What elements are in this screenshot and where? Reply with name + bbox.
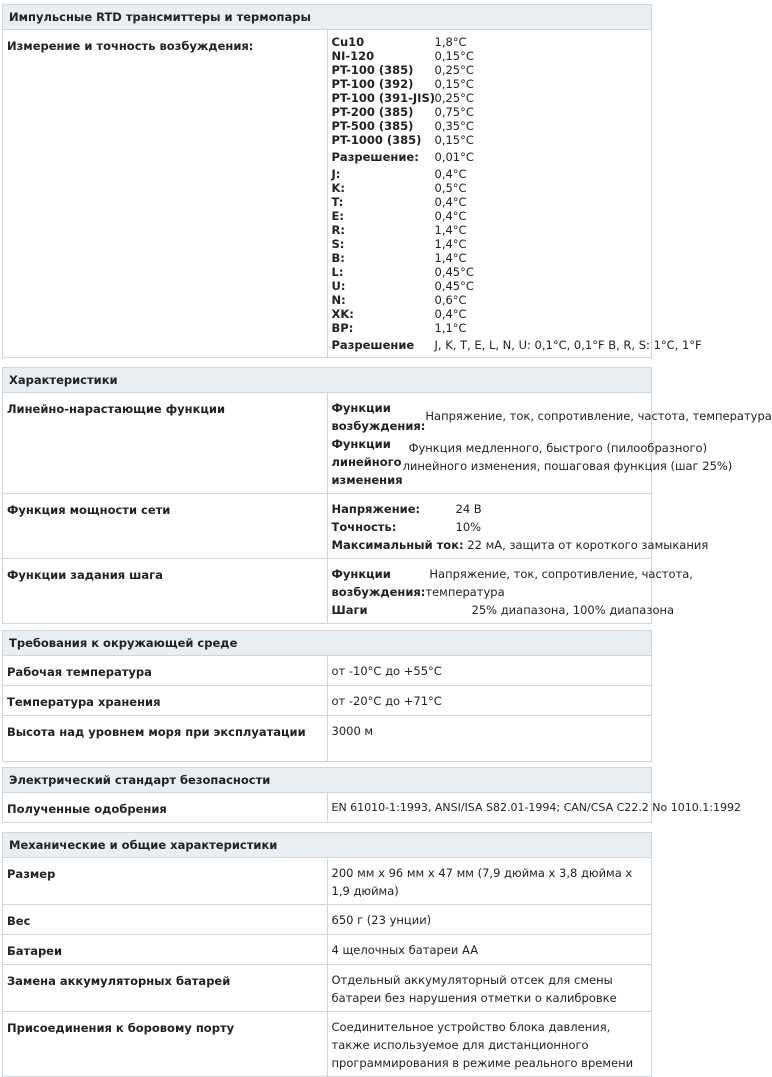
accuracy-value: 0,75°C (434, 105, 474, 119)
rtd-row (332, 105, 648, 119)
accuracy-value: 1,4°C (434, 251, 467, 265)
step-excitation-value-line: Напряжение, ток, сопротивление, частота, (429, 567, 693, 581)
tc-row (332, 293, 648, 307)
rtd-row (332, 119, 648, 133)
ramp-label: Линейно-нарастающие функции (3, 393, 328, 494)
resolution-value: 0,01°C (434, 150, 474, 164)
step-steps-label: Шаги (331, 603, 368, 617)
resolution-row (331, 338, 702, 352)
section-title-mechanical: Механические и общие характеристики (3, 833, 652, 858)
accuracy-value: 1,4°C (434, 237, 467, 251)
thermocouple-type: T: (331, 195, 344, 209)
rtd-table (2, 4, 702, 358)
tc-row (332, 167, 648, 181)
power-voltage-row (332, 500, 648, 518)
sensor-type: PT-500 (385) (331, 119, 414, 133)
ramp-mode-value-line: линейного изменения, пошаговая функция (шаг 25%) (402, 459, 733, 473)
accuracy-value: 0,6°C (434, 293, 467, 307)
characteristics-table (2, 367, 772, 624)
section-title-safety: Электрический стандарт безопасности (3, 768, 652, 793)
rtd-row (332, 91, 648, 105)
accuracy-value: 0,15°C (434, 49, 474, 63)
power-voltage-value: 24 В (455, 502, 482, 516)
resolution-row (332, 150, 648, 164)
step-steps-row (331, 601, 675, 619)
ramp-values (327, 393, 772, 494)
ramp-mode-label: Функции линейного изменения (331, 437, 403, 487)
sensor-type: PT-100 (385) (331, 63, 414, 77)
thermocouple-type: XK: (331, 307, 354, 321)
rtd-row (332, 49, 648, 63)
accuracy-value: 0,4°C (434, 195, 467, 209)
sensor-type: PT-100 (392) (331, 77, 414, 91)
thermocouple-type: L: (331, 265, 344, 279)
section-title-rtd: Импульсные RTD трансмиттеры и термопары (3, 5, 652, 30)
accuracy-value: 0,4°C (434, 307, 467, 321)
step-excitation-row (331, 565, 693, 601)
thermocouple-type: B: (331, 251, 345, 265)
accuracy-value: 1,8°C (434, 35, 467, 49)
row-value: 200 мм x 96 мм x 47 мм (7,9 дюйма x 3,8 дюйма x 1,9 дюйма) (327, 858, 652, 905)
resolution-label: Разрешение (331, 338, 415, 352)
environment-table (2, 630, 652, 762)
table-row (3, 905, 652, 935)
row-value: 3000 м (327, 716, 652, 762)
tc-row (332, 237, 648, 251)
row-value: EN 61010-1:1993, ANSI/ISA S82.01-1994; CAN/CSA C22.2 No 1010.1:1992 (327, 793, 652, 823)
step-excitation-label: Функции возбуждения: (331, 567, 426, 599)
row-label: Присоединения к боровому порту (3, 1012, 328, 1077)
table-row (3, 1012, 652, 1077)
row-value: 650 г (23 унции) (327, 905, 652, 935)
rtd-label: Измерение и точность возбуждения: (3, 30, 328, 358)
step-steps-value: 25% диапазона, 100% диапазона (471, 603, 675, 617)
power-current-row (331, 536, 709, 554)
thermocouple-type: S: (331, 237, 345, 251)
power-values (327, 494, 709, 559)
row-label: Вес (3, 905, 328, 935)
thermocouple-type: K: (331, 181, 346, 195)
table-row (3, 793, 652, 823)
power-accuracy-label: Точность: (331, 520, 397, 534)
mechanical-table (2, 832, 652, 1077)
sensor-type: PT-200 (385) (331, 105, 414, 119)
accuracy-value: 0,15°C (434, 77, 474, 91)
tc-row (332, 195, 648, 209)
accuracy-value: 0,5°C (434, 181, 467, 195)
step-label: Функции задания шага (3, 559, 328, 624)
rtd-row (332, 35, 648, 49)
power-accuracy-value: 10% (455, 520, 482, 534)
row-value: от -10°C до +55°C (327, 656, 652, 686)
power-label: Функция мощности сети (3, 494, 328, 559)
row-label: Высота над уровнем моря при эксплуатации (3, 716, 328, 762)
ramp-excitation-value: Напряжение, ток, сопротивление, частота, температура (425, 409, 772, 423)
ramp-excitation-row (331, 399, 772, 435)
rtd-lines (331, 35, 702, 352)
row-value: Соединительное устройство блока давления, также используемое для дистанционного программирования в режиме реального времени (327, 1012, 652, 1077)
sensor-type: PT-100 (391-JIS) (331, 91, 435, 105)
row-label: Температура хранения (3, 686, 328, 716)
power-accuracy-row (332, 518, 648, 536)
row-label: Замена аккумуляторных батарей (3, 965, 328, 1012)
thermocouple-type: BP: (331, 321, 354, 335)
row-label: Батареи (3, 935, 328, 965)
ramp-mode-value-line: Функция медленного, быстрого (пилообразного) (408, 441, 708, 455)
power-current-value: 22 мА, защита от короткого замыкания (467, 538, 709, 552)
accuracy-value: 1,1°C (434, 321, 467, 335)
sensor-type: NI-120 (331, 49, 375, 63)
thermocouple-type: R: (331, 223, 345, 237)
accuracy-value: 0,4°C (434, 167, 467, 181)
accuracy-value: 0,25°C (434, 91, 474, 105)
step-values (327, 559, 693, 624)
table-row (3, 935, 652, 965)
row-value: Отдельный аккумуляторный отсек для смены батареи без нарушения отметки о калибровке (327, 965, 652, 1012)
accuracy-value: 0,4°C (434, 209, 467, 223)
accuracy-value: 0,45°C (434, 265, 474, 279)
ramp-excitation-label: Функции возбуждения: (331, 401, 426, 433)
safety-table (2, 767, 741, 823)
tc-row (332, 251, 648, 265)
thermocouple-type: J: (331, 167, 341, 181)
accuracy-value: 1,4°C (434, 223, 467, 237)
row-value: 4 щелочных батареи AA (327, 935, 652, 965)
row-label: Полученные одобрения (3, 793, 328, 823)
row-value: от -20°C до +71°C (327, 686, 652, 716)
accuracy-value: 0,35°C (434, 119, 474, 133)
table-row (3, 686, 652, 716)
rtd-row (332, 77, 648, 91)
step-excitation-value-line: температура (425, 585, 505, 599)
table-row (3, 656, 652, 686)
table-row (3, 716, 652, 762)
table-row (3, 965, 652, 1012)
power-current-label: Максимальный ток: (331, 538, 464, 552)
thermocouple-type: E: (331, 209, 344, 223)
ramp-mode-value (403, 435, 733, 489)
thermocouple-type: N: (331, 293, 346, 307)
resolution-label: Разрешение: (331, 150, 419, 164)
sensor-type: Cu10 (331, 35, 365, 49)
rtd-values (327, 30, 702, 358)
table-row (3, 858, 652, 905)
accuracy-value: 0,45°C (434, 279, 474, 293)
tc-row (332, 223, 648, 237)
rtd-row (332, 63, 648, 77)
tc-row (332, 209, 648, 223)
tc-row (332, 307, 648, 321)
row-label: Рабочая температура (3, 656, 328, 686)
tc-row (332, 321, 648, 335)
tc-row (332, 279, 648, 293)
row-label: Размер (3, 858, 328, 905)
power-voltage-label: Напряжение: (331, 502, 421, 516)
section-title-characteristics: Характеристики (3, 368, 652, 393)
accuracy-value: 0,25°C (434, 63, 474, 77)
ramp-mode-row (331, 435, 733, 489)
tc-row (332, 181, 648, 195)
step-excitation-value (425, 565, 693, 601)
tc-row (332, 265, 648, 279)
sensor-type: PT-1000 (385) (331, 133, 422, 147)
thermocouple-type: U: (331, 279, 346, 293)
rtd-row (332, 133, 648, 147)
resolution-value: J, K, T, E, L, N, U: 0,1°C, 0,1°F B, R, S: 1°C, 1°F (434, 338, 702, 352)
section-title-environment: Требования к окружающей среде (3, 631, 652, 656)
accuracy-value: 0,15°C (434, 133, 474, 147)
